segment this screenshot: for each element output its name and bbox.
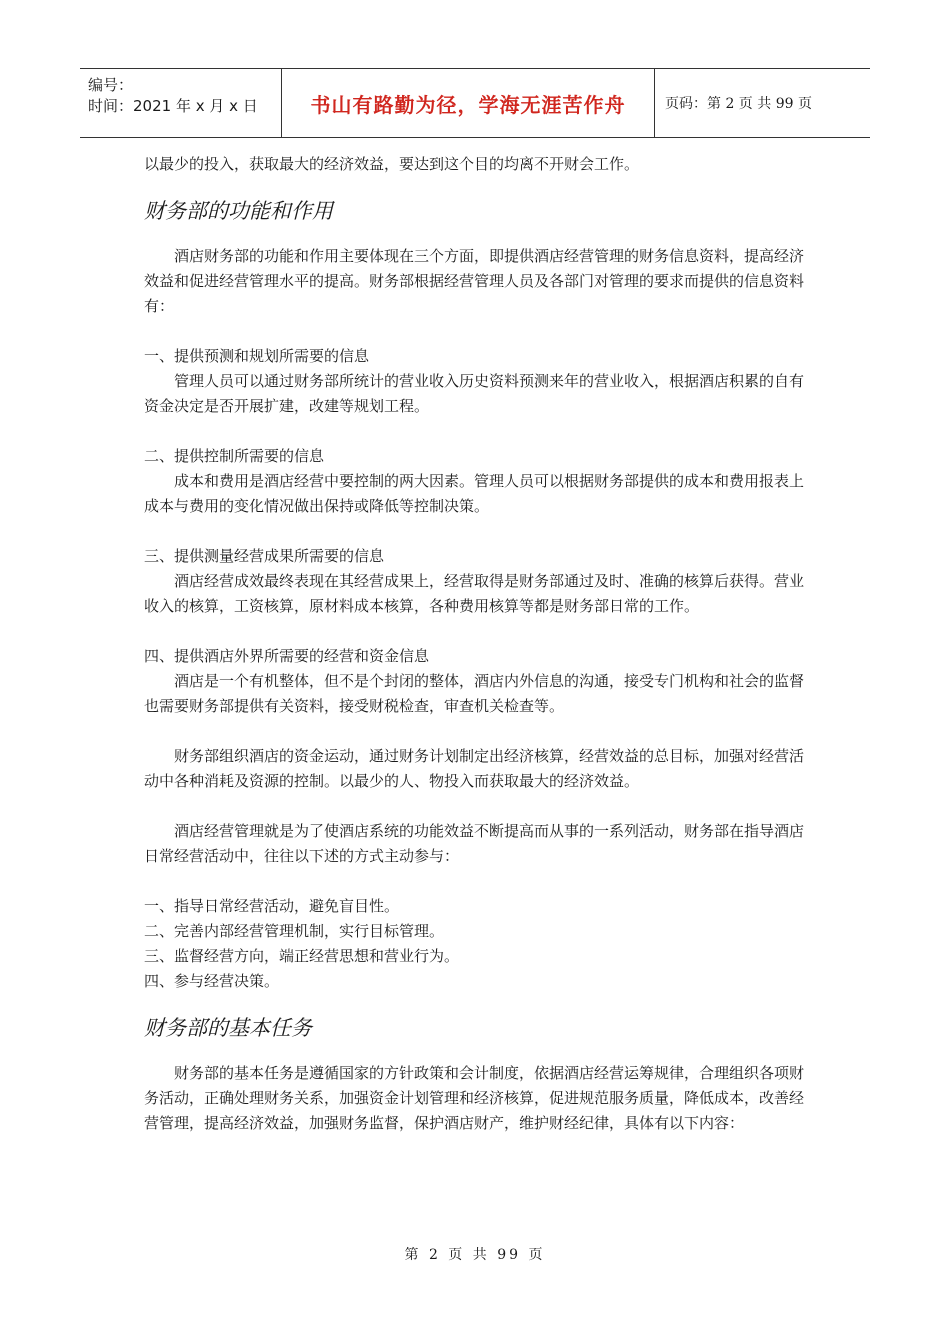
section-title-tasks: 财务部的基本任务	[144, 1016, 312, 1040]
item2-text: 成本和费用是酒店经营中要控制的两大因素。管理人员可以根据财务部提供的成本和费用报表上成本与费用的变化情况做出保持或降低等控制决策。	[144, 472, 805, 515]
header-motto: 书山有路勤为径，学海无涯苦作舟	[282, 69, 655, 137]
s1-paragraph-1: 酒店财务部的功能和作用主要体现在三个方面，即提供酒店经营管理的财务信息资料，提高经济效益和促进经营管理水平的提高。财务部根据经营管理人员及各部门对管理的要求而提供的信息资料有：	[144, 247, 805, 315]
section-title-functions: 财务部的功能和作用	[144, 199, 333, 223]
header-meta	[80, 69, 282, 137]
item3-text: 酒店经营成效最终表现在其经营成果上，经营取得是财务部通过及时、准确的核算后获得。营业收入的核算，工资核算，原材料成本核算，各种费用核算等都是财务部日常的工作。	[144, 572, 805, 615]
list-item: 三、监督经营方向，端正经营思想和营业行为。	[144, 947, 460, 965]
item1-title: 一、提供预测和规划所需要的信息	[144, 347, 370, 365]
s2-paragraph-1: 财务部的基本任务是遵循国家的方针政策和会计制度，依据酒店经营运筹规律，合理组织各项财务活动，正确处理财务关系，加强资金计划管理和经济核算，促进规范服务质量，降低成本，改善经营管理，提高经济效益，加强财务监督，保护酒店财产，维护财经纪律，具体有以下内容：	[144, 1064, 805, 1132]
header-page-info: 页码：第 2 页 共 99 页	[665, 96, 812, 112]
s1-paragraph-2: 财务部组织酒店的资金运动，通过财务计划制定出经济核算，经营效益的总目标，加强对经营活动中各种消耗及资源的控制。以最少的人、物投入而获取最大的经济效益。	[144, 747, 805, 790]
item3-title: 三、提供测量经营成果所需要的信息	[144, 547, 385, 565]
page-footer: 第 2 页 共 99 页	[404, 1247, 546, 1263]
list-item: 二、完善内部经营管理机制，实行目标管理。	[144, 922, 445, 940]
intro-paragraph: 以最少的投入，获取最大的经济效益，要达到这个目的均离不开财会工作。	[144, 155, 640, 173]
item2-title: 二、提供控制所需要的信息	[144, 447, 325, 465]
document-body	[144, 152, 808, 1136]
item1-text: 管理人员可以通过财务部所统计的营业收入历史资料预测来年的营业收入，根据酒店积累的自有资金决定是否开展扩建，改建等规划工程。	[144, 372, 805, 415]
code-label: 编号：	[88, 76, 134, 94]
date-line: 时间：2021 年 x 月 x 日	[88, 97, 258, 115]
page-header	[80, 68, 870, 138]
item4-title: 四、提供酒店外界所需要的经营和资金信息	[144, 647, 430, 665]
list-item: 四、参与经营决策。	[144, 972, 280, 990]
s1-paragraph-3: 酒店经营管理就是为了使酒店系统的功能效益不断提高而从事的一系列活动，财务部在指导酒店日常经营活动中，往往以下述的方式主动参与：	[144, 822, 805, 865]
item4-text: 酒店是一个有机整体，但不是个封闭的整体，酒店内外信息的沟通，接受专门机构和社会的监督也需要财务部提供有关资料，接受财税检查，审查机关检查等。	[144, 672, 805, 715]
list-item: 一、指导日常经营活动，避免盲目性。	[144, 897, 400, 915]
